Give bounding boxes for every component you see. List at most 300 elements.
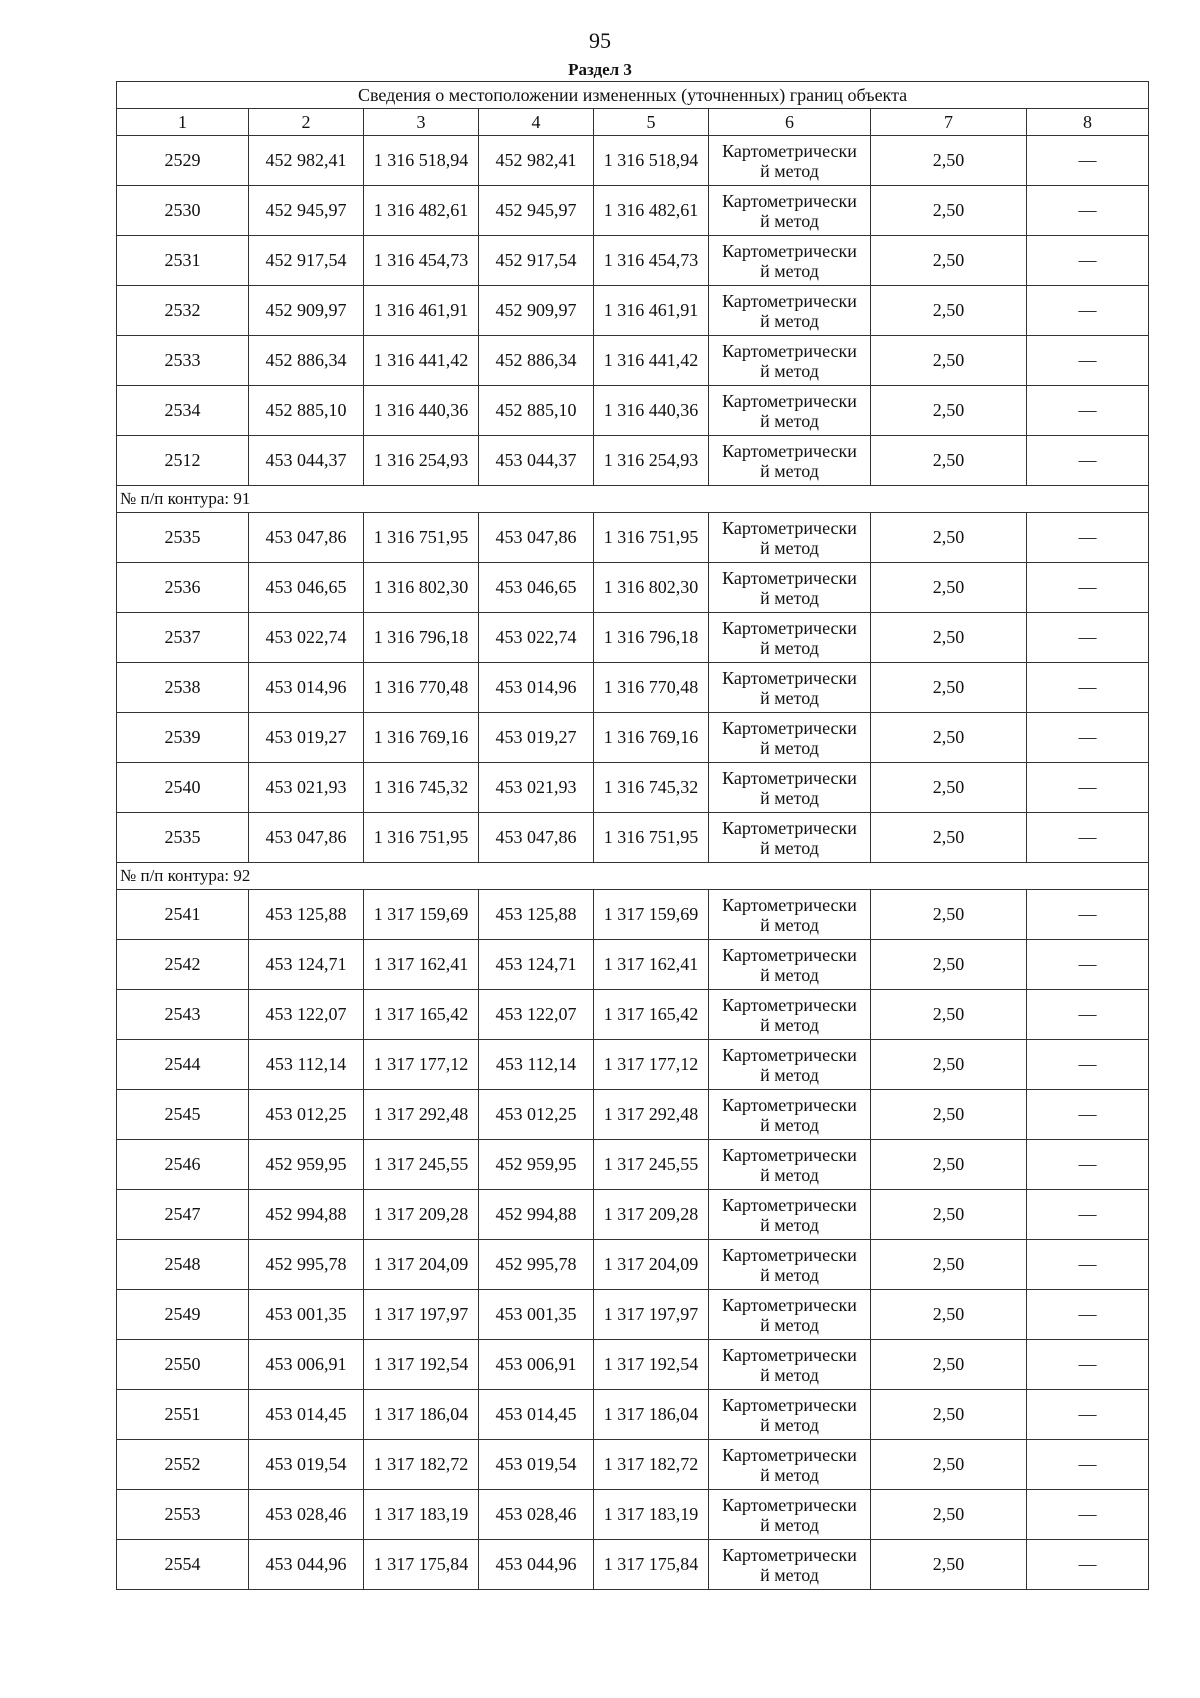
method-line: Картометрически xyxy=(722,1444,857,1465)
method-line: Картометрически xyxy=(722,390,857,411)
method-line: Картометрически xyxy=(722,944,857,965)
y-refined-cell: 1 316 482,61 xyxy=(594,186,709,236)
y-refined-cell: 1 317 159,69 xyxy=(594,890,709,940)
precision-cell: 2,50 xyxy=(871,663,1027,713)
x-refined-cell: 453 047,86 xyxy=(479,813,594,863)
dash-cell: — xyxy=(1027,186,1149,236)
method-line: Картометрически xyxy=(722,1244,857,1265)
method-line: Картометрически xyxy=(722,1394,857,1415)
table-row xyxy=(117,336,1149,386)
y-refined-cell: 1 317 182,72 xyxy=(594,1440,709,1490)
x-refined-cell: 453 112,14 xyxy=(479,1040,594,1090)
x-existing-cell: 452 885,10 xyxy=(249,386,364,436)
method-line: Картометрически xyxy=(722,1094,857,1115)
y-existing-cell: 1 316 745,32 xyxy=(364,763,479,813)
method-cell xyxy=(709,1440,871,1490)
x-existing-cell: 452 982,41 xyxy=(249,136,364,186)
x-refined-cell: 453 019,27 xyxy=(479,713,594,763)
x-refined-cell: 452 945,97 xyxy=(479,186,594,236)
point-id-cell: 2530 xyxy=(117,186,249,236)
precision-cell: 2,50 xyxy=(871,1240,1027,1290)
method-line: Картометрически xyxy=(722,1194,857,1215)
method-cell xyxy=(709,386,871,436)
table-row xyxy=(117,813,1149,863)
dash-cell: — xyxy=(1027,1290,1149,1340)
x-existing-cell: 453 021,93 xyxy=(249,763,364,813)
dash-cell: — xyxy=(1027,613,1149,663)
x-existing-cell: 453 044,37 xyxy=(249,436,364,486)
x-refined-cell: 453 014,45 xyxy=(479,1390,594,1440)
precision-cell: 2,50 xyxy=(871,990,1027,1040)
dash-cell: — xyxy=(1027,1490,1149,1540)
y-existing-cell: 1 317 162,41 xyxy=(364,940,479,990)
method-line: й метод xyxy=(760,1064,819,1085)
point-id-cell: 2549 xyxy=(117,1290,249,1340)
x-refined-cell: 452 917,54 xyxy=(479,236,594,286)
y-existing-cell: 1 316 751,95 xyxy=(364,513,479,563)
y-existing-cell: 1 317 177,12 xyxy=(364,1040,479,1090)
y-refined-cell: 1 316 440,36 xyxy=(594,386,709,436)
table-row xyxy=(117,186,1149,236)
point-id-cell: 2546 xyxy=(117,1140,249,1190)
precision-cell: 2,50 xyxy=(871,1340,1027,1390)
point-id-cell: 2532 xyxy=(117,286,249,336)
y-existing-cell: 1 317 183,19 xyxy=(364,1490,479,1540)
table-row xyxy=(117,1540,1149,1590)
method-line: й метод xyxy=(760,914,819,935)
y-existing-cell: 1 316 441,42 xyxy=(364,336,479,386)
method-line: й метод xyxy=(760,160,819,181)
x-existing-cell: 452 959,95 xyxy=(249,1140,364,1190)
precision-cell: 2,50 xyxy=(871,1090,1027,1140)
table-row xyxy=(117,386,1149,436)
contour-row xyxy=(117,863,1149,890)
y-existing-cell: 1 316 769,16 xyxy=(364,713,479,763)
contour-label: № п/п контура: 91 xyxy=(117,486,1149,513)
method-line: й метод xyxy=(760,587,819,608)
precision-cell: 2,50 xyxy=(871,1140,1027,1190)
precision-cell: 2,50 xyxy=(871,436,1027,486)
x-refined-cell: 452 959,95 xyxy=(479,1140,594,1190)
y-existing-cell: 1 316 802,30 xyxy=(364,563,479,613)
x-existing-cell: 453 006,91 xyxy=(249,1340,364,1390)
dash-cell: — xyxy=(1027,1240,1149,1290)
method-line: Картометрически xyxy=(722,290,857,311)
dash-cell: — xyxy=(1027,336,1149,386)
y-refined-cell: 1 317 197,97 xyxy=(594,1290,709,1340)
point-id-cell: 2537 xyxy=(117,613,249,663)
column-header: 4 xyxy=(479,109,594,136)
x-existing-cell: 452 994,88 xyxy=(249,1190,364,1240)
point-id-cell: 2529 xyxy=(117,136,249,186)
method-cell xyxy=(709,763,871,813)
table-row xyxy=(117,940,1149,990)
y-refined-cell: 1 317 245,55 xyxy=(594,1140,709,1190)
x-refined-cell: 453 001,35 xyxy=(479,1290,594,1340)
method-line: й метод xyxy=(760,1314,819,1335)
y-existing-cell: 1 317 186,04 xyxy=(364,1390,479,1440)
column-number-row xyxy=(117,109,1149,136)
point-id-cell: 2550 xyxy=(117,1340,249,1390)
x-refined-cell: 453 014,96 xyxy=(479,663,594,713)
method-line: Картометрически xyxy=(722,240,857,261)
point-id-cell: 2547 xyxy=(117,1190,249,1240)
point-id-cell: 2543 xyxy=(117,990,249,1040)
dash-cell: — xyxy=(1027,286,1149,336)
method-line: й метод xyxy=(760,360,819,381)
column-header: 2 xyxy=(249,109,364,136)
method-cell xyxy=(709,236,871,286)
method-line: й метод xyxy=(760,1214,819,1235)
method-cell xyxy=(709,813,871,863)
method-cell xyxy=(709,1190,871,1240)
method-line: Картометрически xyxy=(722,667,857,688)
y-existing-cell: 1 316 770,48 xyxy=(364,663,479,713)
precision-cell: 2,50 xyxy=(871,1540,1027,1590)
method-cell xyxy=(709,713,871,763)
y-existing-cell: 1 317 209,28 xyxy=(364,1190,479,1240)
x-existing-cell: 453 044,96 xyxy=(249,1540,364,1590)
dash-cell: — xyxy=(1027,1390,1149,1440)
table-body xyxy=(117,136,1149,1590)
y-existing-cell: 1 317 182,72 xyxy=(364,1440,479,1490)
x-existing-cell: 453 124,71 xyxy=(249,940,364,990)
method-cell xyxy=(709,1390,871,1440)
x-existing-cell: 453 028,46 xyxy=(249,1490,364,1540)
x-existing-cell: 453 122,07 xyxy=(249,990,364,1040)
section-title: Раздел 3 xyxy=(568,60,632,79)
precision-cell: 2,50 xyxy=(871,763,1027,813)
method-line: й метод xyxy=(760,837,819,858)
table-row xyxy=(117,890,1149,940)
dash-cell: — xyxy=(1027,663,1149,713)
y-refined-cell: 1 317 162,41 xyxy=(594,940,709,990)
precision-cell: 2,50 xyxy=(871,713,1027,763)
y-existing-cell: 1 316 482,61 xyxy=(364,186,479,236)
x-refined-cell: 453 022,74 xyxy=(479,613,594,663)
precision-cell: 2,50 xyxy=(871,940,1027,990)
y-existing-cell: 1 316 254,93 xyxy=(364,436,479,486)
method-line: Картометрически xyxy=(722,1294,857,1315)
x-refined-cell: 453 124,71 xyxy=(479,940,594,990)
y-refined-cell: 1 316 796,18 xyxy=(594,613,709,663)
table-row xyxy=(117,1240,1149,1290)
x-refined-cell: 452 885,10 xyxy=(479,386,594,436)
method-line: й метод xyxy=(760,210,819,231)
column-header: 8 xyxy=(1027,109,1149,136)
table-row xyxy=(117,613,1149,663)
x-existing-cell: 452 886,34 xyxy=(249,336,364,386)
table-row xyxy=(117,990,1149,1040)
x-refined-cell: 453 019,54 xyxy=(479,1440,594,1490)
method-line: й метод xyxy=(760,1264,819,1285)
precision-cell: 2,50 xyxy=(871,236,1027,286)
x-existing-cell: 453 012,25 xyxy=(249,1090,364,1140)
dash-cell: — xyxy=(1027,1190,1149,1240)
point-id-cell: 2545 xyxy=(117,1090,249,1140)
method-cell xyxy=(709,890,871,940)
y-refined-cell: 1 316 751,95 xyxy=(594,813,709,863)
y-refined-cell: 1 316 254,93 xyxy=(594,436,709,486)
table-row xyxy=(117,763,1149,813)
method-cell xyxy=(709,136,871,186)
x-existing-cell: 453 047,86 xyxy=(249,513,364,563)
x-refined-cell: 453 125,88 xyxy=(479,890,594,940)
dash-cell: — xyxy=(1027,236,1149,286)
y-refined-cell: 1 317 209,28 xyxy=(594,1190,709,1240)
y-refined-cell: 1 316 751,95 xyxy=(594,513,709,563)
y-refined-cell: 1 317 204,09 xyxy=(594,1240,709,1290)
precision-cell: 2,50 xyxy=(871,1190,1027,1240)
precision-cell: 2,50 xyxy=(871,1490,1027,1540)
y-existing-cell: 1 317 165,42 xyxy=(364,990,479,1040)
x-existing-cell: 453 125,88 xyxy=(249,890,364,940)
method-line: Картометрически xyxy=(722,440,857,461)
y-refined-cell: 1 317 186,04 xyxy=(594,1390,709,1440)
x-refined-cell: 453 122,07 xyxy=(479,990,594,1040)
method-line: Картометрически xyxy=(722,617,857,638)
dash-cell: — xyxy=(1027,386,1149,436)
x-refined-cell: 453 047,86 xyxy=(479,513,594,563)
method-line: й метод xyxy=(760,1564,819,1585)
method-line: й метод xyxy=(760,1164,819,1185)
dash-cell: — xyxy=(1027,763,1149,813)
method-line: Картометрически xyxy=(722,567,857,588)
precision-cell: 2,50 xyxy=(871,890,1027,940)
precision-cell: 2,50 xyxy=(871,1390,1027,1440)
method-cell xyxy=(709,563,871,613)
method-cell xyxy=(709,940,871,990)
x-refined-cell: 452 886,34 xyxy=(479,336,594,386)
precision-cell: 2,50 xyxy=(871,386,1027,436)
method-cell xyxy=(709,1240,871,1290)
method-cell xyxy=(709,513,871,563)
table-row xyxy=(117,713,1149,763)
page-number: 95 xyxy=(589,28,611,53)
y-existing-cell: 1 317 159,69 xyxy=(364,890,479,940)
table-row xyxy=(117,513,1149,563)
method-line: й метод xyxy=(760,460,819,481)
point-id-cell: 2538 xyxy=(117,663,249,713)
x-existing-cell: 453 046,65 xyxy=(249,563,364,613)
precision-cell: 2,50 xyxy=(871,813,1027,863)
method-line: й метод xyxy=(760,537,819,558)
y-refined-cell: 1 316 770,48 xyxy=(594,663,709,713)
x-refined-cell: 453 006,91 xyxy=(479,1340,594,1390)
y-refined-cell: 1 316 454,73 xyxy=(594,236,709,286)
table-row xyxy=(117,1490,1149,1540)
x-refined-cell: 452 994,88 xyxy=(479,1190,594,1240)
method-line: Картометрически xyxy=(722,340,857,361)
precision-cell: 2,50 xyxy=(871,336,1027,386)
dash-cell: — xyxy=(1027,1040,1149,1090)
x-refined-cell: 453 046,65 xyxy=(479,563,594,613)
y-existing-cell: 1 317 197,97 xyxy=(364,1290,479,1340)
point-id-cell: 2554 xyxy=(117,1540,249,1590)
table-row xyxy=(117,286,1149,336)
method-cell xyxy=(709,1340,871,1390)
method-line: й метод xyxy=(760,410,819,431)
y-refined-cell: 1 317 165,42 xyxy=(594,990,709,1040)
method-line: Картометрически xyxy=(722,817,857,838)
method-line: Картометрически xyxy=(722,717,857,738)
dash-cell: — xyxy=(1027,713,1149,763)
x-existing-cell: 453 022,74 xyxy=(249,613,364,663)
dash-cell: — xyxy=(1027,136,1149,186)
dash-cell: — xyxy=(1027,1540,1149,1590)
method-line: й метод xyxy=(760,687,819,708)
y-existing-cell: 1 317 192,54 xyxy=(364,1340,479,1390)
table-row xyxy=(117,136,1149,186)
dash-cell: — xyxy=(1027,1140,1149,1190)
point-id-cell: 2544 xyxy=(117,1040,249,1090)
method-line: й метод xyxy=(760,1364,819,1385)
dash-cell: — xyxy=(1027,890,1149,940)
column-header: 3 xyxy=(364,109,479,136)
method-line: Картометрически xyxy=(722,994,857,1015)
method-cell xyxy=(709,663,871,713)
x-existing-cell: 452 917,54 xyxy=(249,236,364,286)
precision-cell: 2,50 xyxy=(871,1040,1027,1090)
dash-cell: — xyxy=(1027,813,1149,863)
point-id-cell: 2533 xyxy=(117,336,249,386)
x-existing-cell: 452 909,97 xyxy=(249,286,364,336)
column-header: 1 xyxy=(117,109,249,136)
method-line: Картометрически xyxy=(722,1344,857,1365)
precision-cell: 2,50 xyxy=(871,186,1027,236)
x-existing-cell: 453 014,96 xyxy=(249,663,364,713)
table-row xyxy=(117,236,1149,286)
method-cell xyxy=(709,436,871,486)
table-row xyxy=(117,563,1149,613)
precision-cell: 2,50 xyxy=(871,1290,1027,1340)
method-line: Картометрически xyxy=(722,894,857,915)
point-id-cell: 2534 xyxy=(117,386,249,436)
method-line: й метод xyxy=(760,1014,819,1035)
method-line: Картометрически xyxy=(722,767,857,788)
x-existing-cell: 452 945,97 xyxy=(249,186,364,236)
table-row xyxy=(117,1290,1149,1340)
x-refined-cell: 453 028,46 xyxy=(479,1490,594,1540)
point-id-cell: 2512 xyxy=(117,436,249,486)
method-line: Картометрически xyxy=(722,1544,857,1565)
method-cell xyxy=(709,990,871,1040)
x-refined-cell: 453 012,25 xyxy=(479,1090,594,1140)
table-row xyxy=(117,436,1149,486)
y-existing-cell: 1 317 292,48 xyxy=(364,1090,479,1140)
dash-cell: — xyxy=(1027,563,1149,613)
y-existing-cell: 1 316 461,91 xyxy=(364,286,479,336)
coordinates-table xyxy=(116,81,1149,1590)
x-existing-cell: 453 112,14 xyxy=(249,1040,364,1090)
y-existing-cell: 1 316 796,18 xyxy=(364,613,479,663)
dash-cell: — xyxy=(1027,1440,1149,1490)
x-refined-cell: 452 995,78 xyxy=(479,1240,594,1290)
column-header: 7 xyxy=(871,109,1027,136)
point-id-cell: 2552 xyxy=(117,1440,249,1490)
method-line: Картометрически xyxy=(722,517,857,538)
y-refined-cell: 1 317 177,12 xyxy=(594,1040,709,1090)
point-id-cell: 2553 xyxy=(117,1490,249,1540)
x-existing-cell: 452 995,78 xyxy=(249,1240,364,1290)
point-id-cell: 2542 xyxy=(117,940,249,990)
y-existing-cell: 1 316 518,94 xyxy=(364,136,479,186)
contour-row xyxy=(117,486,1149,513)
method-line: Картометрически xyxy=(722,1494,857,1515)
dash-cell: — xyxy=(1027,436,1149,486)
method-cell xyxy=(709,1540,871,1590)
contour-label: № п/п контура: 92 xyxy=(117,863,1149,890)
y-existing-cell: 1 317 245,55 xyxy=(364,1140,479,1190)
point-id-cell: 2535 xyxy=(117,813,249,863)
method-cell xyxy=(709,1040,871,1090)
column-header: 5 xyxy=(594,109,709,136)
table-caption: Сведения о местоположении измененных (уточненных) границ объекта xyxy=(117,82,1149,109)
method-cell xyxy=(709,286,871,336)
dash-cell: — xyxy=(1027,513,1149,563)
column-header: 6 xyxy=(709,109,871,136)
x-refined-cell: 453 044,96 xyxy=(479,1540,594,1590)
table-row xyxy=(117,1390,1149,1440)
x-existing-cell: 453 047,86 xyxy=(249,813,364,863)
method-cell xyxy=(709,336,871,386)
y-refined-cell: 1 316 769,16 xyxy=(594,713,709,763)
y-refined-cell: 1 316 802,30 xyxy=(594,563,709,613)
point-id-cell: 2536 xyxy=(117,563,249,613)
method-line: й метод xyxy=(760,1414,819,1435)
y-refined-cell: 1 316 745,32 xyxy=(594,763,709,813)
precision-cell: 2,50 xyxy=(871,513,1027,563)
method-line: Картометрически xyxy=(722,1144,857,1165)
x-refined-cell: 453 044,37 xyxy=(479,436,594,486)
point-id-cell: 2539 xyxy=(117,713,249,763)
y-existing-cell: 1 317 204,09 xyxy=(364,1240,479,1290)
x-existing-cell: 453 019,54 xyxy=(249,1440,364,1490)
precision-cell: 2,50 xyxy=(871,613,1027,663)
x-existing-cell: 453 001,35 xyxy=(249,1290,364,1340)
method-line: Картометрически xyxy=(722,1044,857,1065)
table-row xyxy=(117,1340,1149,1390)
point-id-cell: 2531 xyxy=(117,236,249,286)
dash-cell: — xyxy=(1027,990,1149,1040)
precision-cell: 2,50 xyxy=(871,136,1027,186)
dash-cell: — xyxy=(1027,940,1149,990)
y-refined-cell: 1 317 183,19 xyxy=(594,1490,709,1540)
x-refined-cell: 453 021,93 xyxy=(479,763,594,813)
point-id-cell: 2535 xyxy=(117,513,249,563)
method-cell xyxy=(709,1090,871,1140)
table-row xyxy=(117,1040,1149,1090)
dash-cell: — xyxy=(1027,1340,1149,1390)
dash-cell: — xyxy=(1027,1090,1149,1140)
method-line: й метод xyxy=(760,737,819,758)
table-row xyxy=(117,1090,1149,1140)
y-refined-cell: 1 317 292,48 xyxy=(594,1090,709,1140)
method-line: Картометрически xyxy=(722,190,857,211)
x-existing-cell: 453 019,27 xyxy=(249,713,364,763)
point-id-cell: 2551 xyxy=(117,1390,249,1440)
point-id-cell: 2541 xyxy=(117,890,249,940)
precision-cell: 2,50 xyxy=(871,563,1027,613)
x-refined-cell: 452 982,41 xyxy=(479,136,594,186)
table-row xyxy=(117,1190,1149,1240)
y-existing-cell: 1 317 175,84 xyxy=(364,1540,479,1590)
method-cell xyxy=(709,613,871,663)
method-cell xyxy=(709,1290,871,1340)
table-row xyxy=(117,1440,1149,1490)
x-existing-cell: 453 014,45 xyxy=(249,1390,364,1440)
method-line: Картометрически xyxy=(722,140,857,161)
